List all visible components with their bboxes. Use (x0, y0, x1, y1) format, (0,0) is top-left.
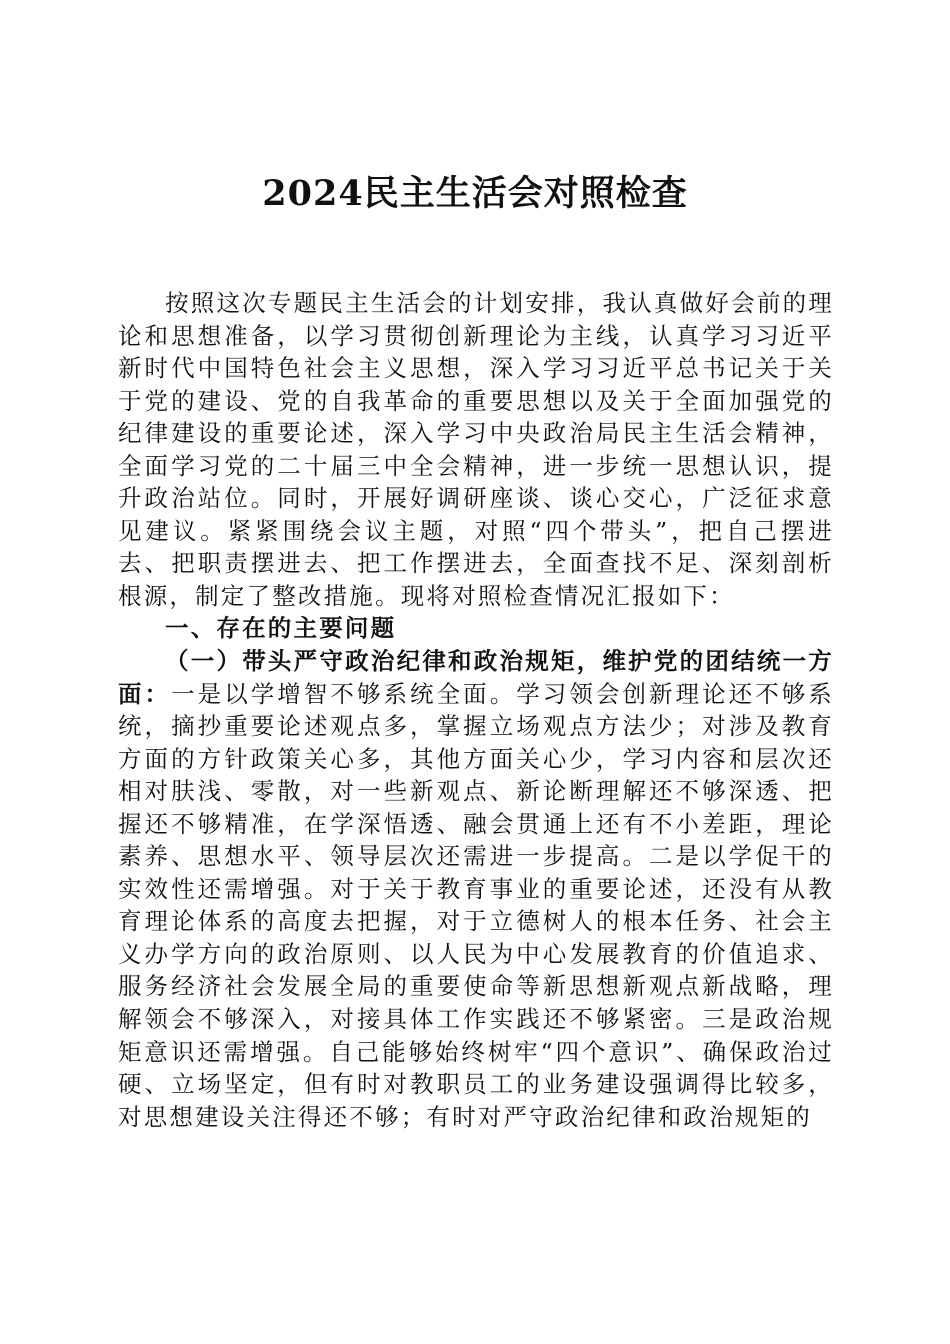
subsection-lead: （一）带头严守政治纪律和政治规矩，维护党的团结统一方面： (118, 647, 834, 708)
document-body (118, 287, 834, 1133)
intro-paragraph: 按照这次专题民主生活会的计划安排，我认真做好会前的理论和思想准备，以学习贯彻创新理论为主线，认真学习习近平新时代中国特色社会主义思想，深入学习习近平总书记关于关于党的建设、党的自我革命的重要思想以及关于全面加强党的纪律建设的重要论述，深入学习中央政治局民主生活会精神，全面学习党的二十届三中全会精神，进一步统一思想认识，提升政治站位。同时，开展好调研座谈、谈心交心，广泛征求意见建议。紧紧围绕会议主题，对照“四个带头”，把自己摆进去、把职责摆进去、把工作摆进去，全面查找不足、深刻剖析根源，制定了整改措施。现将对照检查情况汇报如下： (118, 289, 834, 610)
section-heading: 一、存在的主要问题 (165, 614, 397, 643)
subsection-body: 一是以学增智不够系统全面。学习领会创新理论还不够系统，摘抄重要论述观点多，掌握立场观点方法少；对涉及教育方面的方针政策关心多，其他方面关心少，学习内容和层次还相对肤浅、零散，对一些新观点、新论断理解还不够深透、把握还不够精准，在学深悟透、融会贯通上还有不小差距，理论素养、思想水平、领导层次还需进一步提高。二是以学促干的实效性还需增强。对于关于教育事业的重要论述，还没有从教育理论体系的高度去把握，对于立德树人的根本任务、社会主义办学方向的政治原则、以人民为中心发展教育的价值追求、服务经济社会发展全局的重要使命等新思想新观点新战略，理解领会不够深入，对接具体工作实践还不够紧密。三是政治规矩意识还需增强。自己能够始终树牢“四个意识”、确保政治过硬、立场坚定，但有时对教职员工的业务建设强调得比较多，对思想建设关注得还不够；有时对严守政治纪律和政治规矩的 (118, 679, 835, 1131)
subsection-paragraph (118, 645, 834, 1133)
document-title: 2024民主生活会对照检查 (262, 173, 688, 214)
